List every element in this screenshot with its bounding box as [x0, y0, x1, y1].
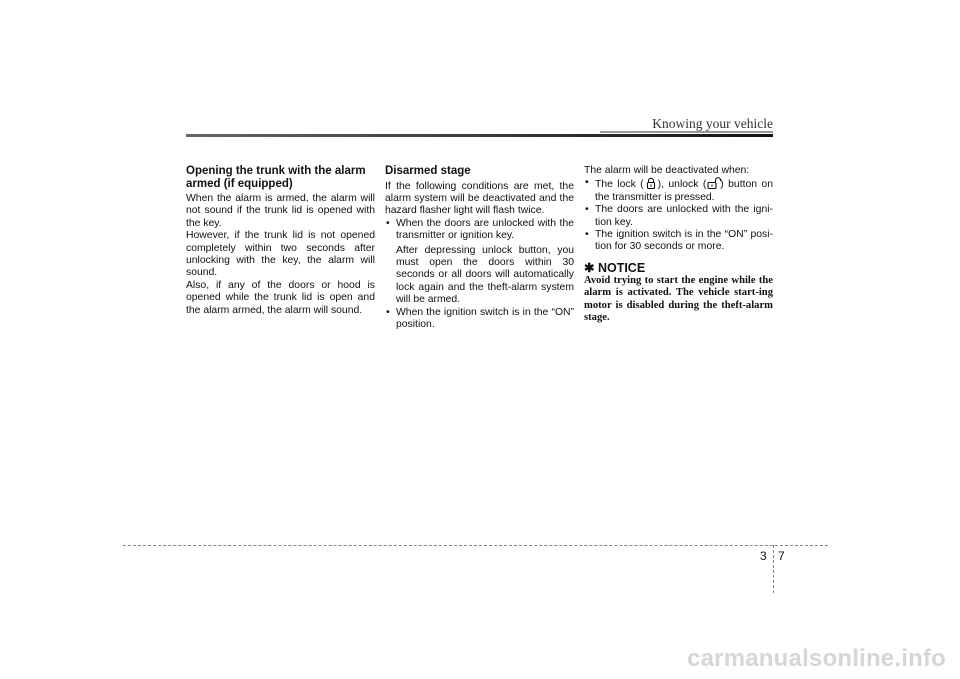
- section-heading-disarmed-stage: Disarmed stage: [385, 165, 471, 177]
- deactivation-list: [584, 177, 773, 253]
- notice-title: ✱ NOTICE: [584, 260, 646, 275]
- paragraph: Also, if any of the doors or hood is opened while the trunk lid is open and the alarm armed, the alarm will sound.: [186, 279, 375, 316]
- paragraph: The alarm will be deactivated when:: [584, 165, 750, 176]
- unlock-icon: [706, 177, 720, 189]
- condition-list: [385, 218, 574, 332]
- page-number: 7: [778, 549, 785, 563]
- header-rule: [186, 134, 773, 137]
- header-rule-accent: [600, 131, 773, 133]
- paragraph: When the alarm is armed, the alarm will not sound if the trunk lid is opened with the key.: [186, 193, 375, 229]
- footer-dashed-rule: [123, 545, 828, 546]
- column-disarmed-stage: [385, 165, 574, 331]
- notice-body: Avoid trying to start the engine while the alarm is activated. The vehicle start-ing motor is disabled during the theft-alarm stage.: [584, 275, 773, 323]
- list-item-note: After depressing unlock button, you must open the doors within 30 seconds or all doors will automatically lock again and the theft-alarm system will be armed.: [396, 244, 574, 306]
- footer-dashed-divider: [773, 545, 774, 593]
- paragraph: If the following conditions are met, the alarm system will be deactivated and the hazard flasher light will flash twice.: [385, 180, 574, 217]
- column-deactivation: [584, 165, 773, 324]
- list-item: • When the ignition switch is in the “ON” position.: [385, 307, 574, 332]
- chapter-number: 3: [760, 549, 767, 563]
- paragraph: However, if the trunk lid is not opened completely within two seconds after unlocking with the key, the alarm will sound.: [186, 230, 375, 279]
- running-header-title: Knowing your vehicle: [652, 116, 773, 131]
- list-item: • The ignition switch is in the “ON” posi-tion for 30 seconds or more.: [584, 229, 773, 254]
- list-item-text: ), unlock (: [657, 179, 707, 191]
- list-item: • The doors are unlocked with the igni-tion key.: [584, 204, 773, 229]
- column-trunk-alarm: [186, 165, 375, 317]
- section-heading-trunk-alarm: Opening the trunk with the alarm armed (if equipped): [186, 165, 366, 190]
- list-item: [584, 177, 773, 204]
- list-item-text: The lock (: [595, 179, 644, 191]
- watermark: carmanualsonline.info: [687, 645, 946, 672]
- list-item: [385, 218, 574, 307]
- lock-icon: [644, 177, 658, 189]
- list-item-text: ) button on the transmitter is pressed.: [595, 179, 773, 203]
- list-item-text: When the doors are unlocked with the transmitter or ignition key.: [396, 217, 574, 242]
